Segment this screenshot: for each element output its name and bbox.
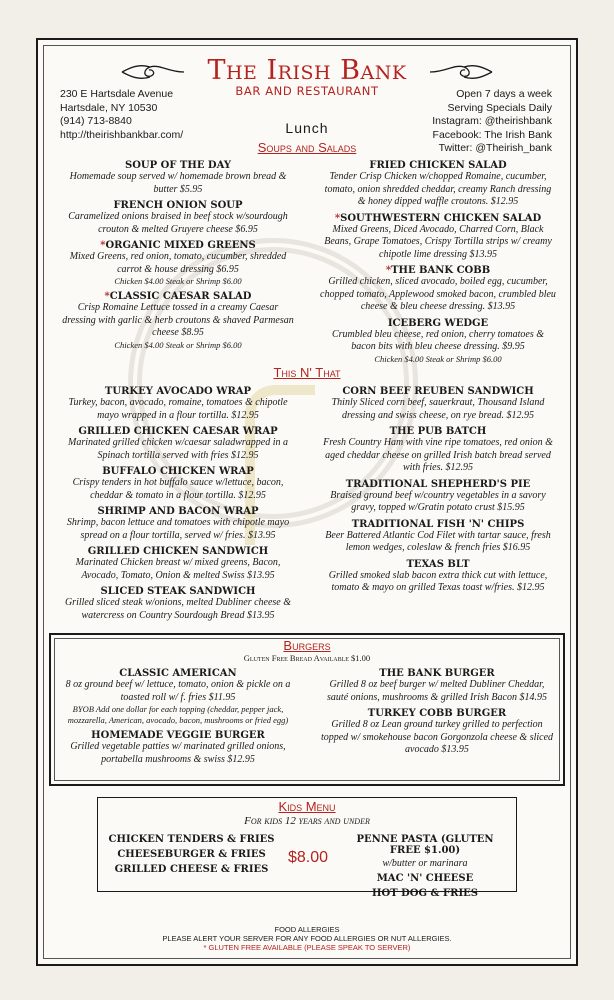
menu-item [62,730,294,766]
item-name: SOUP OF THE DAY [124,160,231,171]
item-description: Grilled 8 oz Lean ground turkey grilled to perfection topped w/ smokehouse bacon Gorgonzola cheese & sliced avocado $13.95 [320,719,554,755]
item-description: Crumbled bleu cheese, red onion, cherry tomatoes & bacon bits with bleu cheese dressing. $9.95 [331,328,545,352]
menu-item [60,160,296,196]
kids-item: GRILLED CHEESE & FRIES [114,864,269,875]
website-link[interactable]: http://theirishbankbar.com/ [60,128,184,141]
item-description: Turkey, bacon, avocado, romaine, tomatoes & chipotle mayo wrapped in a flour tortilla. $12.95 [68,397,288,421]
item-description: Braised ground beef w/country vegetables in a savory gravy, topped w/Gratin potato crust $15.95 [330,489,546,513]
meal-label: Lunch [285,120,329,136]
soups-left-column [60,156,296,351]
info-line: Open 7 days a week [456,88,552,100]
info-line: Serving Specials Daily [447,101,552,114]
item-description: Shrimp, bacon lettuce and tomatoes with chipotle mayo spread on a flour tortilla, served w/ fries. $13.95 [66,517,290,541]
item-name: ICEBERG WEDGE [387,317,489,329]
item-description: Fresh Country Ham with vine ripe tomatoes, red onion & aged cheddar cheese on grilled Irish batch bread served with fries. $12.95 [323,437,553,473]
item-name: TURKEY AVOCADO WRAP [104,386,252,397]
kids-item: MAC 'N' CHEESE [376,873,474,884]
kids-item-description: w/butter or marinara [382,858,468,869]
menu-item [60,586,296,622]
item-name: GRILLED CHICKEN CAESAR WRAP [78,426,278,437]
section-heading-soups: Soups and Salads [257,140,357,155]
kids-item: CHICKEN TENDERS & FRIES [108,834,275,845]
item-name: *ORGANIC MIXED GREENS [100,240,256,251]
item-description: Beer Battered Atlantic Cod Filet with tartar sauce, fresh lemon wedges, coleslaw & french fries $16.95 [325,529,551,553]
item-name: *THE BANK COBB [385,265,491,276]
item-addons: BYOB Add one dollar for each topping (cheddar, pepper jack, mozzarella, American, avocado, bacon, mushrooms or fried egg) [67,704,289,725]
twitter-handle: Twitter: @Theirish_bank [438,142,552,154]
item-description: Tender Crisp Chicken w/chopped Romaine, cucumber, tomato, onion shredded cheddar, creamy Ranch dressing & honey dipped waffle croutons. $12.95 [324,171,552,207]
kids-item: HOT DOG & FRIES [372,888,478,899]
item-name: CLASSIC AMERICAN [119,668,237,679]
kids-left-column [104,830,279,875]
gluten-free-note: Gluten Free Bread Available $1.00 [243,653,371,663]
address-line: Hartsdale, NY 10530 [60,101,158,114]
menu-item [60,200,296,236]
item-description: Mixed Greens, red onion, tomato, cucumber, shredded carrot & house dressing $6.95 [69,251,287,275]
item-description: Crispy tenders in hot buffalo sauce w/lettuce, bacon, cheddar & tomato in a flour tortilla. $12.95 [72,477,284,501]
menu-item [60,466,296,502]
burgers-left-column [62,664,294,766]
section-heading-burgers: Burgers [283,638,331,653]
item-name: BUFFALO CHICKEN WRAP [102,466,254,477]
this-n-that-right-column [320,382,556,595]
item-description: Mixed Greens, Diced Avocado, Charred Corn, Black Beans, Grape Tomatoes, Crispy Tortilla strips w/ creamy chipotle lime dressing $13.95 [324,223,552,260]
kids-item: PENNE PASTA (GLUTEN FREE $1.00) [356,834,494,856]
menu-item [320,559,556,595]
item-description: Thinly Sliced corn beef, sauerkraut, Thousand Island dressing and swiss cheese, on rye bread. $12.95 [331,397,545,421]
menu-item [60,240,296,287]
item-description: Grilled vegetable patties w/ marinated grilled onions, portabella mushrooms & swiss $12.95 [70,741,286,765]
kids-right-column [345,830,505,899]
item-name: CORN BEEF REUBEN SANDWICH [342,386,534,397]
menu-item [60,426,296,462]
item-description: Marinated grilled chicken w/caesar saladwrapped in a Spinach tortilla served with fries $12.95 [68,437,288,461]
item-description: Crisp Romaine Lettuce tossed in a creamy Caesar dressing with garlic & herb croutons & shaved Parmesan cheese $8.95 [62,302,294,338]
footer-line: FOOD ALLERGIES [274,925,340,934]
menu-item [60,506,296,542]
menu-item [320,265,556,314]
item-name: GRILLED CHICKEN SANDWICH [87,546,269,557]
burgers-right-column [320,664,554,757]
item-description: 8 oz ground beef w/ lettuce, tomato, onion & pickle on a toasted roll w/ f. fries $11.95 [65,679,291,703]
item-name: TRADITIONAL SHEPHERD'S PIE [345,478,531,490]
item-name: TURKEY COBB BURGER [367,708,507,719]
item-name: *SOUTHWESTERN CHICKEN SALAD [334,212,542,224]
menu-item [320,213,556,262]
menu-item [320,318,556,365]
menu-item [320,426,556,475]
kids-item: CHEESEBURGER & FRIES [117,849,266,860]
menu-item [320,479,556,515]
section-heading-kids: Kids Menu [278,799,336,814]
item-description: Grilled sliced steak w/onions, melted Dubliner cheese & watercress on Country Sourdough Bread $13.95 [64,597,292,621]
menu-item [320,519,556,555]
item-name: SLICED STEAK SANDWICH [100,586,256,597]
menu-item [320,708,554,757]
restaurant-subtitle: BAR AND RESTAURANT [235,84,379,98]
menu-item [62,668,294,726]
item-name: THE BANK BURGER [379,668,495,679]
item-description: Homemade soup served w/ homemade brown bread & butter $5.95 [69,171,287,195]
section-heading-this-n-that: This N' That [273,365,341,380]
soups-right-column [320,156,556,365]
item-name: *CLASSIC CAESAR SALAD [104,291,252,302]
menu-item [320,668,554,704]
phone-number: (914) 713-8840 [60,115,132,127]
menu-item [60,386,296,422]
menu-item [60,546,296,582]
restaurant-title: The Irish Bank [207,55,407,86]
kids-age-note: For kids 12 years and under [244,815,370,827]
facebook-handle: Facebook: The Irish Bank [432,128,552,141]
instagram-handle: Instagram: @theirishbank [432,115,552,127]
item-name: TRADITIONAL FISH 'N' CHIPS [351,518,525,530]
this-n-that-left-column [60,382,296,622]
item-name: FRIED CHICKEN SALAD [369,160,507,171]
item-name: SHRIMP AND BACON WRAP [97,506,259,517]
item-description: Grilled 8 oz beef burger w/ melted Dubliner Cheddar, sauté onions, mushrooms & grilled Irish Bacon $14.95 [327,679,547,703]
item-addons: Chicken $4.00 Steak or Shrimp $6.00 [374,353,502,364]
footer-line: PLEASE ALERT YOUR SERVER FOR ANY FOOD ALLERGIES OR NUT ALLERGIES. [162,934,452,943]
item-name: TEXAS BLT [406,558,470,570]
item-name: HOMEMADE VEGGIE BURGER [91,730,265,741]
item-description: Marinated Chicken breast w/ mixed greens, Bacon, Avocado, Tomato, Onion & melted Swiss $13.95 [75,557,281,581]
item-addons: Chicken $4.00 Steak or Shrimp $6.00 [114,276,242,286]
item-addons: Chicken $4.00 Steak or Shrimp $6.00 [114,339,242,350]
gluten-free-footer-note: * GLUTEN FREE AVAILABLE (PLEASE SPEAK TO SERVER) [203,943,411,952]
allergy-footer [0,925,614,952]
item-description: Caramelized onions braised in beef stock w/sourdough crouton & melted Gruyere cheese $6.95 [68,211,288,235]
item-description: Grilled smoked slab bacon extra thick cut with lettuce, tomato & mayo on grilled Texas toast w/fries. $12.95 [328,569,548,593]
item-description: Grilled chicken, sliced avocado, boiled egg, cucumber, chopped tomato, Applewood smoked bacon, crumbled bleu cheese & bleu cheese dressing. $13.95 [320,276,556,312]
kids-price: $8.00 [287,849,329,866]
item-name: THE PUB BATCH [389,426,487,437]
menu-item [320,160,556,209]
address-line: 230 E Hartsdale Avenue [60,88,174,100]
item-name: FRENCH ONION SOUP [113,200,243,211]
menu-item [320,386,556,422]
menu-item [60,291,296,351]
